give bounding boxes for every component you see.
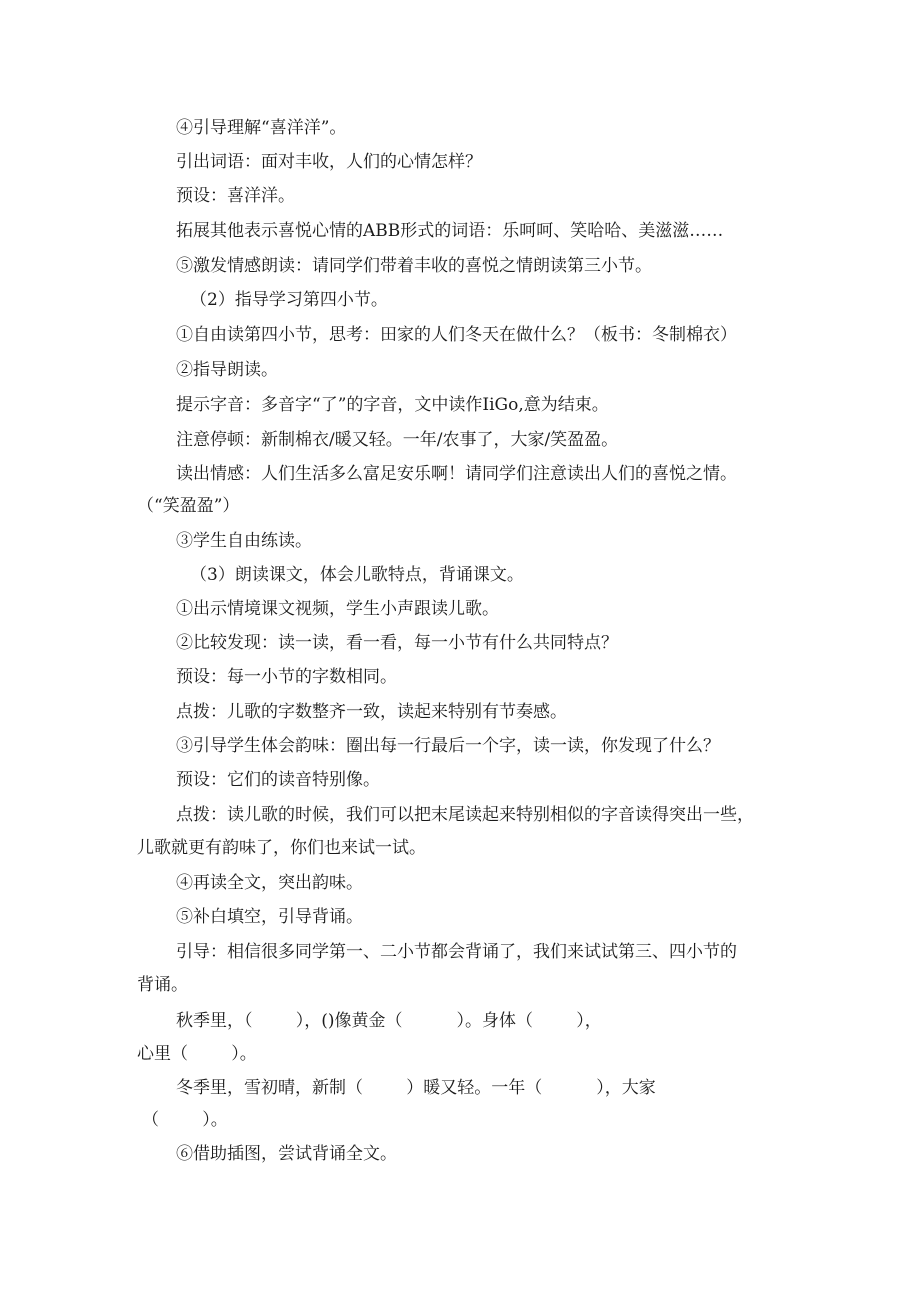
- fill-blank-line: 冬季里，雪初晴，新制（ ）暖又轻。一年（ ），大家: [176, 1078, 656, 1098]
- paragraph-line: 点拨：读儿歌的时候，我们可以把末尾读起来特别相似的字音读得突出一些，: [176, 805, 754, 825]
- paragraph-line: 读出情感：人们生活多么富足安乐啊！请同学们注意读出人们的喜悦之情。: [176, 464, 737, 484]
- paragraph-line: ⑤激发情感朗读：请同学们带着丰收的喜悦之情朗读第三小节。: [176, 256, 652, 276]
- paragraph-line: 引出词语：面对丰收，人们的心情怎样？: [176, 152, 482, 172]
- fill-blank-line: （ ）。: [142, 1110, 228, 1130]
- paragraph-line: 预设：喜洋洋。: [176, 186, 295, 206]
- paragraph-line: ①出示情境课文视频，学生小声跟读儿歌。: [176, 599, 499, 619]
- paragraph-line: 儿歌就更有韵味了，你们也来试一试。: [137, 838, 426, 858]
- paragraph-line: ③学生自由练读。: [176, 531, 312, 551]
- paragraph-line: 预设：它们的读音特别像。: [176, 770, 380, 790]
- paragraph-line: 预设：每一小节的字数相同。: [176, 667, 397, 687]
- fill-blank-line: 心里（ ）。: [137, 1044, 257, 1064]
- paragraph-line: 注意停顿：新制棉衣/暖又轻。一年/农事了，大家/笑盈盈。: [176, 430, 619, 450]
- paragraph-line: 拓展其他表示喜悦心情的ABB形式的词语：乐呵呵、笑哈哈、美滋滋……: [176, 221, 724, 241]
- paragraph-line: 点拨：儿歌的字数整齐一致，读起来特别有节奏感。: [176, 702, 567, 722]
- paragraph-line: ③引导学生体会韵味：圈出每一行最后一个字，读一读，你发现了什么？: [176, 736, 720, 756]
- section-heading: （2）指导学习第四小节。: [190, 290, 388, 310]
- paragraph-line: ②比较发现：读一读，看一看，每一小节有什么共同特点？: [176, 633, 618, 653]
- paragraph-line: 背诵。: [137, 975, 188, 995]
- paragraph-line: （“笑盈盈”）: [137, 496, 240, 516]
- paragraph-line: 引导：相信很多同学第一、二小节都会背诵了，我们来试试第三、四小节的: [176, 942, 737, 962]
- paragraph-line: ⑥借助插图，尝试背诵全文。: [176, 1144, 397, 1164]
- fill-blank-line: 秋季里，（ ），()像黄金（ ）。身体（ ），: [176, 1011, 602, 1031]
- paragraph-line: ④引导理解“喜洋洋”。: [176, 118, 347, 138]
- paragraph-line: 提示字音：多音字“了”的字音，文中读作IiGo,意为结束。: [176, 395, 609, 415]
- paragraph-line: ②指导朗读。: [176, 360, 278, 380]
- paragraph-line: ⑤补白填空，引导背诵。: [176, 907, 363, 927]
- paragraph-line: ④再读全文，突出韵味。: [176, 873, 363, 893]
- section-heading: （3）朗读课文，体会儿歌特点，背诵课文。: [190, 565, 524, 585]
- paragraph-line: ①自由读第四小节，思考：田家的人们冬天在做什么？（板书：冬制棉衣）: [176, 325, 737, 345]
